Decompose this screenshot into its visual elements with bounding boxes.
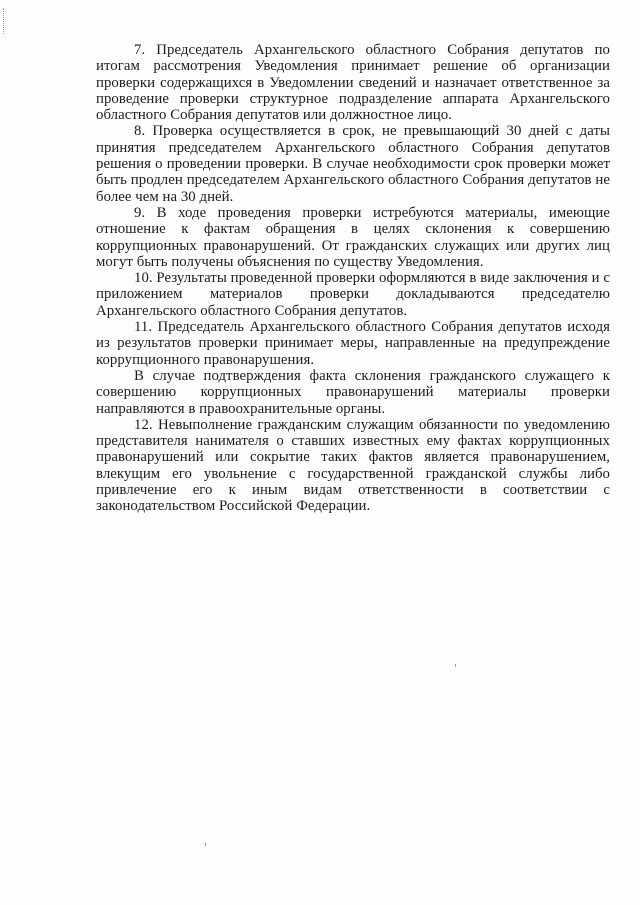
scan-speck [205, 843, 206, 846]
paragraph-11: 11. Председатель Архангельского областного Собрания депутатов исходя из результатов проверки принимает меры, направленные на предупреждение коррупционного правонарушения. [96, 319, 610, 368]
paragraph-7: 7. Председатель Архангельского областного Собрания депутатов по итогам рассмотрения Уведомления принимает решение об организации проверки содержащихся в Уведомлении сведений и назначает ответственное за проведение проверки структурное подразделение аппарата Архангельского областного Собрания депутатов или должностное лицо. [96, 42, 610, 124]
scan-edge-mark [3, 8, 5, 34]
paragraph-9: 9. В ходе проведения проверки истребуются материалы, имеющие отношение к фактам обращения в целях склонения к совершению коррупционных правонарушений. От гражданских служащих или других лиц могут быть получены объяснения по существу Уведомления. [96, 204, 610, 270]
paragraph-12: 12. Невыполнение гражданским служащим обязанности по уведомлению представителя нанимателя о ставших известных ему фактах коррупционных правонарушений или сокрытие таких фактов является правонарушением, влекущим его увольнение с государственной гражданской службы либо привлечение его к иным видам ответственности в соответствии с законодательством Российской Федерации. [96, 416, 610, 515]
document-body [96, 42, 610, 515]
paragraph-11-continued: В случае подтверждения факта склонения гражданского служащего к совершению коррупционных правонарушений материалы проверки направляются в правоохранительные органы. [96, 367, 610, 417]
paragraph-10: 10. Результаты проведенной проверки оформляются в виде заключения и с приложением материалов проверки докладываются председателю Архангельского областного Собрания депутатов. [96, 270, 610, 319]
paragraph-8: 8. Проверка осуществляется в срок, не превышающий 30 дней с даты принятия председателем Архангельского областного Собрания депутатов решения о проведении проверки. В случае необходимости срок проверки может быть продлен председателем Архангельского областного Собрания депутатов не более чем на 30 дней. [96, 123, 610, 205]
scan-speck [455, 664, 456, 667]
